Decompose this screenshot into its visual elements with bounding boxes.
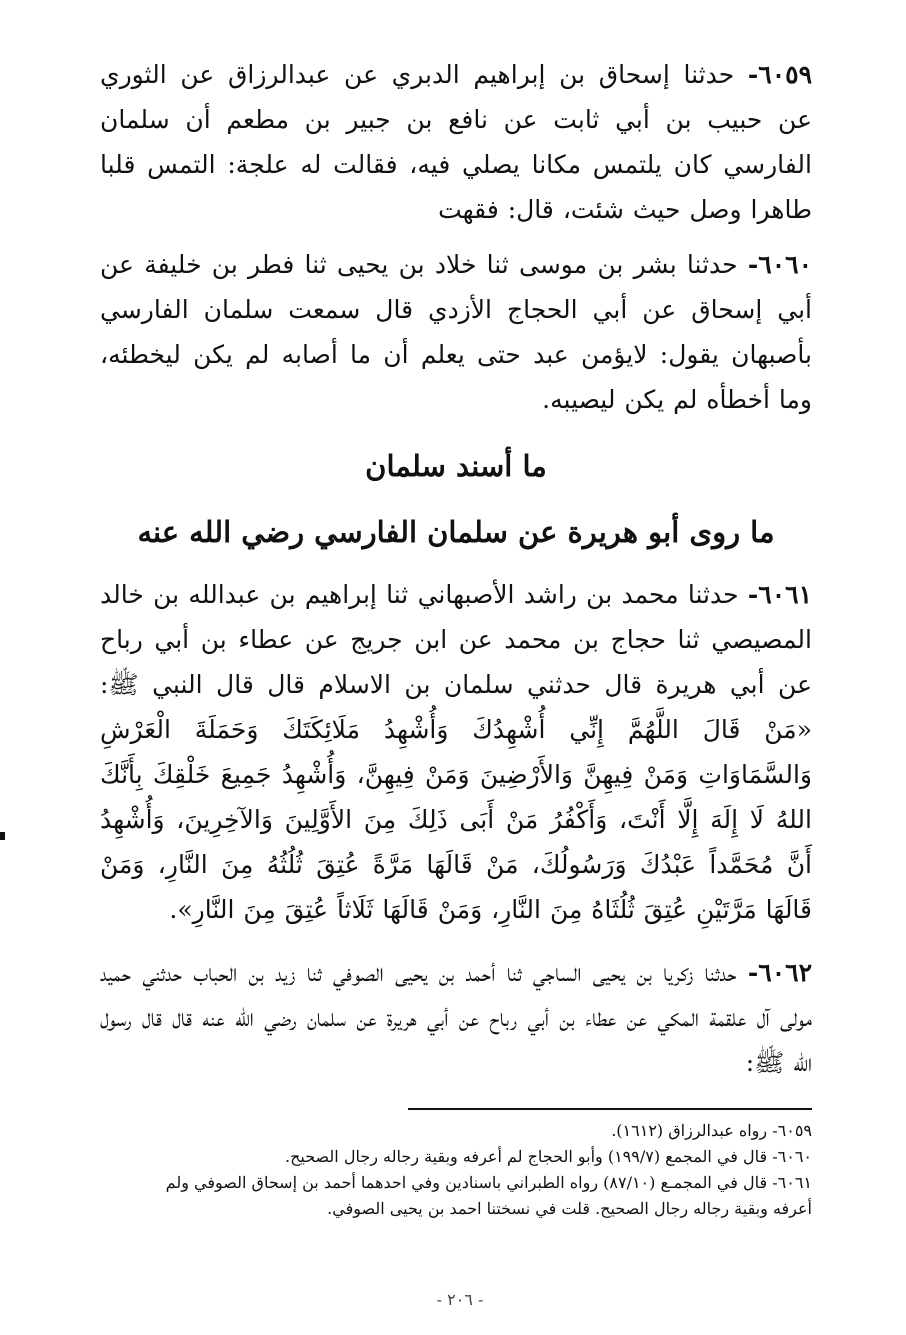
hadith-6061 [100, 572, 812, 932]
hadith-number: ٦٠٥٩- [747, 60, 813, 89]
hadith-6060 [100, 242, 812, 422]
hadith-text: حدثنا إسحاق بن إبراهيم الدبري عن عبدالرزاق عن الثوري عن حبيب بن أبي ثابت عن نافع بن جبير بن مطعم أن سلمان الفارسي كان يلتمس مكانا يصلي فيه، فقالت له علجة: التمس قلبا طاهرا وصل حيث شئت، قال: فقهت [100, 60, 812, 224]
footnotes [150, 1118, 812, 1222]
hadith-6059 [100, 52, 812, 232]
hadith-number: ٦٠٦١- [747, 580, 813, 609]
subsection-heading: ما روى أبو هريرة عن سلمان الفارسي رضي الله عنه [137, 515, 775, 549]
hadith-quote: «مَنْ قَالَ اللَّهُمَّ إِنِّي أُشْهِدُكَ وَأُشْهِدُ مَلَائِكَتَكَ وَحَمَلَةَ الْعَرْشِ وَالسَّمَاوَاتِ وَمَنْ فِيهِنَّ وَالأَرْضِينَ وَمَنْ فِيهِنَّ، وَأُشْهِدُ جَمِيعَ خَلْقِكَ بِأَنَّكَ اللهُ لَا إِلَهَ إِلَّا أَنْتَ، وَأَكْفُرُ مَنْ أَبَى ذَلِكَ مِنَ الأَوَّلِينَ وَالآخِرِينَ، وَأُشْهِدُ أَنَّ مُحَمَّداً عَبْدُكَ وَرَسُولُكَ، مَنْ قَالَهَا مَرَّةً عُتِقَ ثُلُثُهُ مِنَ النَّارِ، وَمَنْ قَالَهَا مَرَّتَيْنِ عُتِقَ ثُلُثَاهُ مِنَ النَّارِ، وَمَنْ قَالَهَا ثَلَاثاً عُتِقَ مِنَ النَّارِ». [100, 715, 812, 924]
hadith-number: ٦٠٦٢- [747, 958, 812, 987]
footnote: ٦٠٥٩- رواه عبدالرزاق (١٦١٢). [611, 1121, 812, 1140]
footnote: ٦٠٦٠- قال في المجمع (١٩٩/٧) وأبو الحجاج لم أعرفه وبقية رجاله رجال الصحيح. [284, 1147, 812, 1166]
footnote-divider [408, 1108, 812, 1110]
hadith-text: حدثنا زكريا بن يحيى الساجي ثنا أحمد بن يحيى الصوفي ثنا زيد بن الحباب حدثني حميد مولى آل علقمة المكي عن عطاء بن أبي رباح عن أبي هريرة عن سلمان رضي الله عنه قال قال رسول الله ﷺ: [100, 958, 812, 1077]
hadith-6062 [100, 950, 812, 1085]
page-number: - ٢٠٦ - [436, 1290, 484, 1309]
footnote: ٦٠٦١- قال في المجمـع (٨٧/١٠) رواه الطبراني باسنادين وفي احدهما أحمد بن إسحاق الصوفي ولم أعرفه وبقية رجاله رجال الصحيح. قلت في نسختنا احمد بن يحيى الصوفي. [165, 1173, 812, 1218]
hadith-text: حدثنا بشر بن موسى ثنا خلاد بن يحيى ثنا فطر بن خليفة عن أبي إسحاق عن أبي الحجاج الأزدي قال سمعت سلمان الفارسي بأصبهان يقول: لايؤمن عبد حتى يعلم أن ما أصابه لم يكن ليخطئه، وما أخطأه لم يكن ليصيبه. [100, 250, 812, 414]
hadith-text: حدثنا محمد بن راشد الأصبهاني ثنا إبراهيم بن عبدالله بن خالد المصيصي ثنا حجاج بن محمد عن ابن جريج عن عطاء بن أبي رباح عن أبي هريرة قال حدثني سلمان بن الاسلام قال قال النبي ﷺ: [100, 580, 812, 699]
section-heading: ما أسند سلمان [365, 449, 547, 483]
hadith-number: ٦٠٦٠- [747, 250, 812, 279]
margin-mark [0, 832, 5, 840]
